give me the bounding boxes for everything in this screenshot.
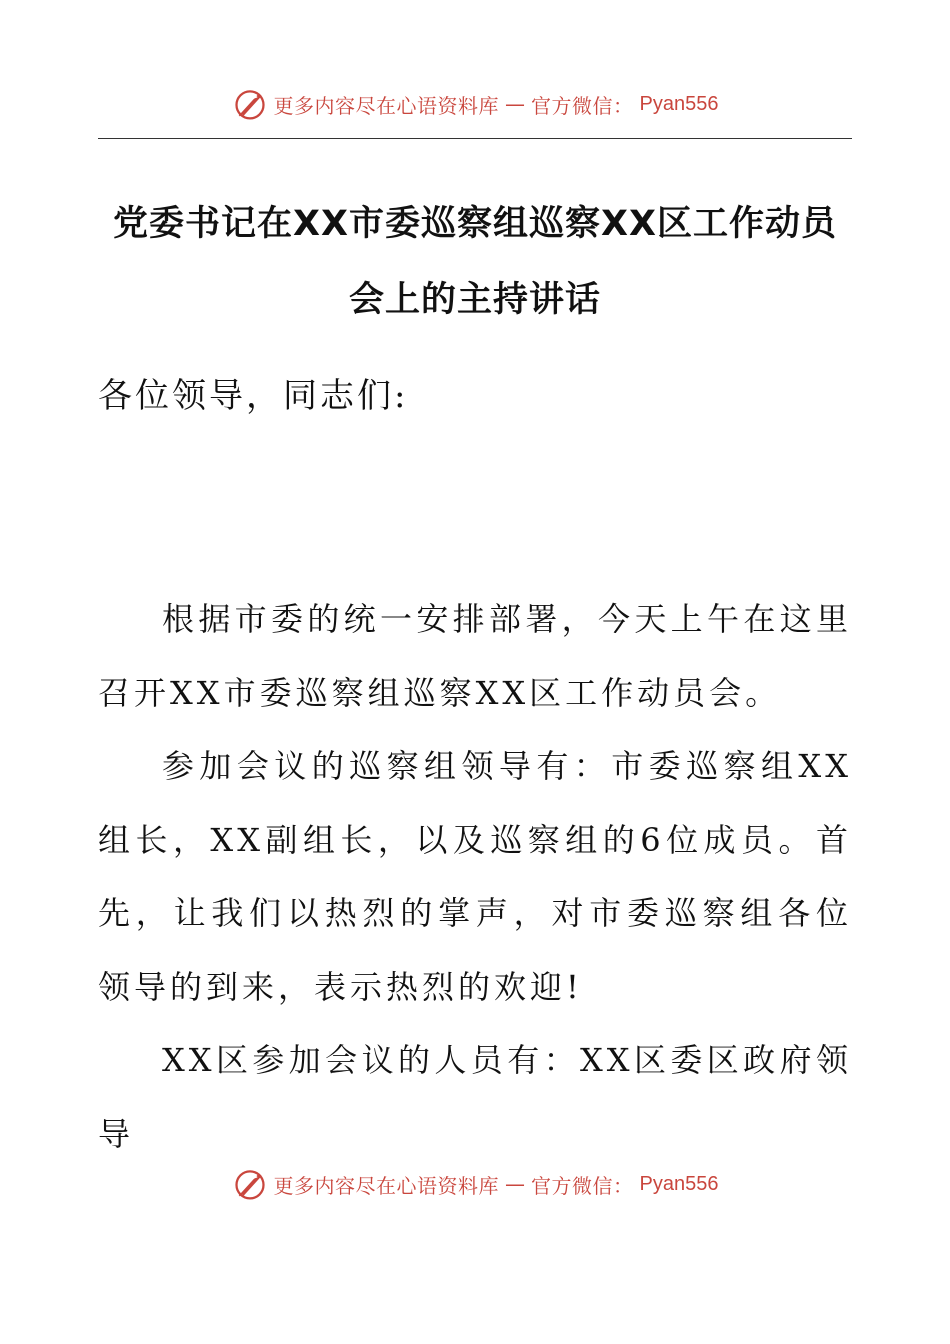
watermark-label: 官方微信： [531,1173,634,1198]
watermark-separator: — [505,1172,526,1196]
document-body [98,583,852,1171]
watermark-wechat-id: Pyan556 [639,92,719,115]
watermark-text: 更多内容尽在心语资料库 [273,1173,500,1198]
watermark-separator: — [505,92,526,116]
paragraph: XX区参加会议的人员有：XX区委区政府领导 [98,1041,852,1153]
document-title: 党委书记在XX市委巡察组巡察XX区工作动员会上的主持讲话 [113,204,837,320]
watermark-wechat-id: Pyan556 [639,1172,719,1195]
watermark-label: 官方微信： [531,93,634,118]
paragraph: 参加会议的巡察组领导有：市委巡察组XX组长，XX副组长，以及巡察组的6位成员。首先，让我们以热烈的掌声，对市委巡察组各位领导的到来，表示热烈的欢迎! [98,747,852,1006]
salutation: 各位领导，同志们: [98,376,409,416]
quill-pen-logo-icon [232,86,268,122]
quill-pen-logo-icon [232,1166,268,1202]
paragraph: 根据市委的统一安排部署，今天上午在这里召开XX市委巡察组巡察XX区工作动员会。 [98,600,852,712]
header-divider [98,138,852,139]
footer-watermark [0,1162,950,1206]
header-watermark [0,82,950,126]
watermark-text: 更多内容尽在心语资料库 [273,93,500,118]
